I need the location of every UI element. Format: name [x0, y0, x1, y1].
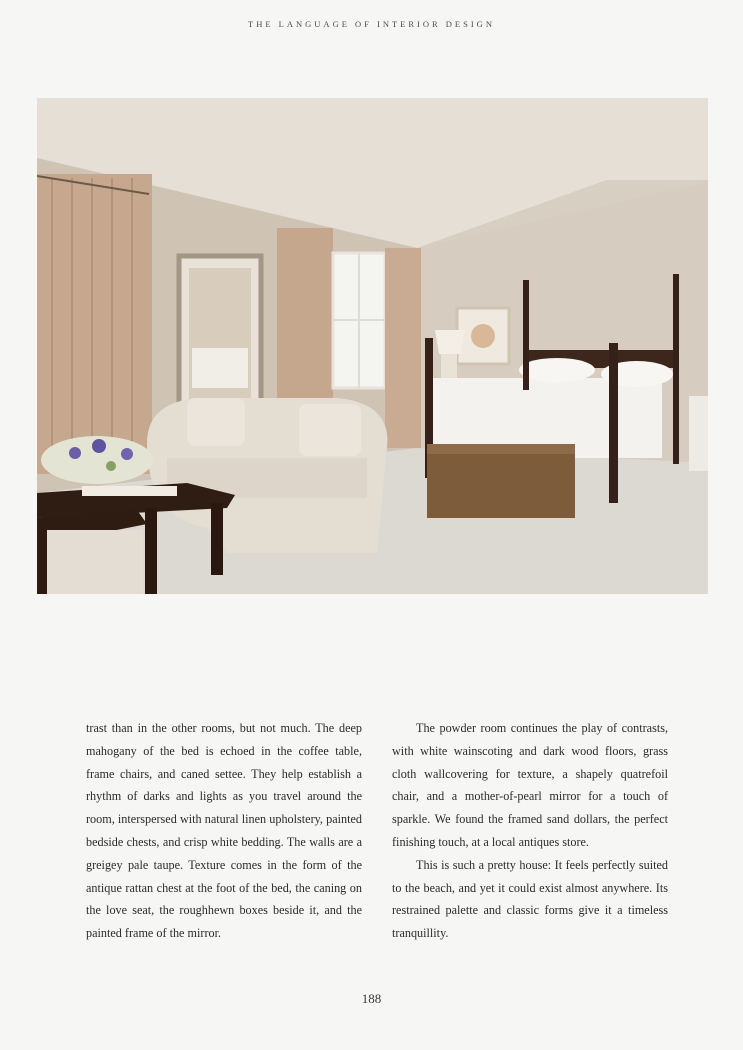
bedpost-front-right: [609, 343, 618, 503]
page-number: 188: [361, 991, 382, 1006]
text-column-right: [392, 717, 668, 945]
nightstand: [689, 396, 708, 471]
bedroom-photograph: [37, 98, 708, 594]
rattan-chest: [427, 444, 575, 518]
paragraph: trast than in the other rooms, but not much. The deep mahogany of the bed is echoed in the coffee table, frame chairs, and caned settee. They help establish a rhythm of darks and lights as you travel around the room, interspersed with natural linen upholstery, painted bedside chests, and crisp white bedding. The walls are a greigey pale taupe. Texture comes in the form of the antique rattan chest at the foot of the bed, the caning on the love seat, the roughhewn boxes beside it, and the painted frame of the mirror.: [86, 721, 362, 941]
paragraph: The powder room continues the play of contrasts, with white wainscoting and dark wood floors, grass cloth wallcovering for texture, a shapely quatrefoil chair, and a mother-of-pearl mirror for a touch of sparkle. We found the framed sand dollars, the perfect finishing touch, at a local antiques store.: [392, 721, 668, 849]
table-lamp: [435, 330, 465, 354]
left-drapes: [37, 174, 152, 474]
paragraph: This is such a pretty house: It feels perfectly suited to the beach, and yet it could exist almost anywhere. Its restrained palette and classic forms give it a timeless tranquillity.: [392, 857, 668, 941]
text-column-left: [86, 717, 362, 945]
bedpost-back-left: [523, 280, 529, 390]
bedpost-back-right: [673, 274, 679, 464]
right-drapes: [385, 248, 421, 448]
running-head: THE LANGUAGE OF INTERIOR DESIGN: [248, 19, 495, 29]
